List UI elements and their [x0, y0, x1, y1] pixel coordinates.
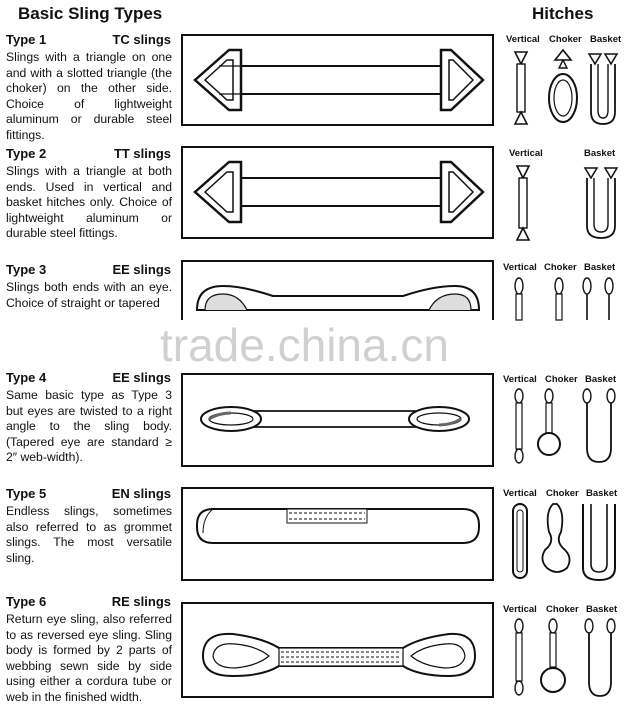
- watermark: trade.china.cn: [160, 319, 449, 371]
- type-description: Slings with a triangle at both ends. Used in vertical and basket hitches only. Choice of lightweight aluminum or durable steel fittings.: [6, 164, 172, 241]
- type-name: Type 4: [6, 370, 47, 385]
- type-heading: [6, 262, 171, 280]
- hitch-diagram-icon: [505, 388, 623, 468]
- sling-row-type-4: [0, 370, 625, 470]
- type-heading: [6, 32, 171, 50]
- hitch-label-basket: Basket: [584, 262, 616, 273]
- type-code: TC slings: [112, 32, 171, 47]
- type-name: Type 2: [6, 146, 47, 161]
- sling-illustration-ee-twisted: [181, 373, 494, 467]
- type-description: Slings with a triangle on one and with a slotted triangle (the choker) on the other side. Choice of lightweight aluminum or durable steel fittings.: [6, 50, 172, 142]
- section-title-hitches: Hitches: [532, 4, 594, 23]
- hitch-label-vertical: Vertical: [503, 262, 537, 273]
- type-code: TT slings: [113, 146, 171, 161]
- hitch-label-basket: Basket: [584, 148, 616, 159]
- type-name: Type 3: [6, 262, 47, 277]
- type-code: EE slings: [112, 262, 171, 277]
- type-name: Type 6: [6, 594, 47, 609]
- hitch-label-vertical: Vertical: [503, 604, 537, 615]
- sling-row-type-5: [0, 486, 625, 586]
- type-heading: [6, 486, 171, 504]
- sling-row-type-6: [0, 594, 625, 712]
- hitch-label-choker: Choker: [546, 488, 579, 499]
- hitch-diagram-icon: [505, 162, 623, 246]
- type-code: EE slings: [112, 370, 171, 385]
- type-code: EN slings: [111, 486, 171, 501]
- hitch-label-vertical: Vertical: [503, 488, 537, 499]
- type-description: Slings both ends with an eye. Choice of straight or tapered: [6, 280, 172, 310]
- hitch-label-basket: Basket: [585, 374, 617, 385]
- type-description: Endless slings, sometimes also referred to as grommet slings. The most versatile sling.: [6, 504, 172, 565]
- hitch-label-choker: Choker: [544, 262, 577, 273]
- sling-row-type-1: [0, 32, 625, 142]
- section-title-sling-types: Basic Sling Types: [18, 4, 163, 23]
- sling-illustration-tt: [181, 146, 494, 239]
- sling-illustration-tc: [181, 34, 494, 126]
- type-name: Type 1: [6, 32, 47, 47]
- hitch-label-choker: Choker: [545, 374, 578, 385]
- hitch-label-vertical: Vertical: [509, 148, 543, 159]
- hitch-label-vertical: Vertical: [506, 34, 540, 45]
- type-code: RE slings: [111, 594, 171, 609]
- type-heading: [6, 146, 171, 164]
- hitch-diagram-icon: [505, 502, 623, 584]
- hitch-label-basket: Basket: [586, 488, 618, 499]
- type-heading: [6, 594, 171, 612]
- hitch-diagram-icon: [505, 48, 623, 128]
- hitch-label-choker: Choker: [546, 604, 579, 615]
- type-description: Same basic type as Type 3 but eyes are twisted to a right angle to the sling body. (Tapered eye are standard ≥ 2″ web-width).: [6, 388, 172, 465]
- sling-row-type-2: [0, 146, 625, 246]
- sling-illustration-en: [181, 487, 494, 581]
- type-description: Return eye sling, also referred to as reversed eye sling. Sling body is formed by 2 parts of webbing sewn side by side using either a cordura tube or web in the finished width.: [6, 612, 172, 704]
- hitch-label-vertical: Vertical: [503, 374, 537, 385]
- hitch-diagram-icon: [505, 618, 623, 706]
- hitch-label-choker: Choker: [549, 34, 582, 45]
- hitch-label-basket: Basket: [590, 34, 622, 45]
- type-heading: [6, 370, 171, 388]
- hitch-label-basket: Basket: [586, 604, 618, 615]
- type-name: Type 5: [6, 486, 47, 501]
- hitch-diagram-icon: [505, 276, 623, 322]
- sling-illustration-ee: [181, 260, 494, 320]
- sling-illustration-re: [181, 602, 494, 698]
